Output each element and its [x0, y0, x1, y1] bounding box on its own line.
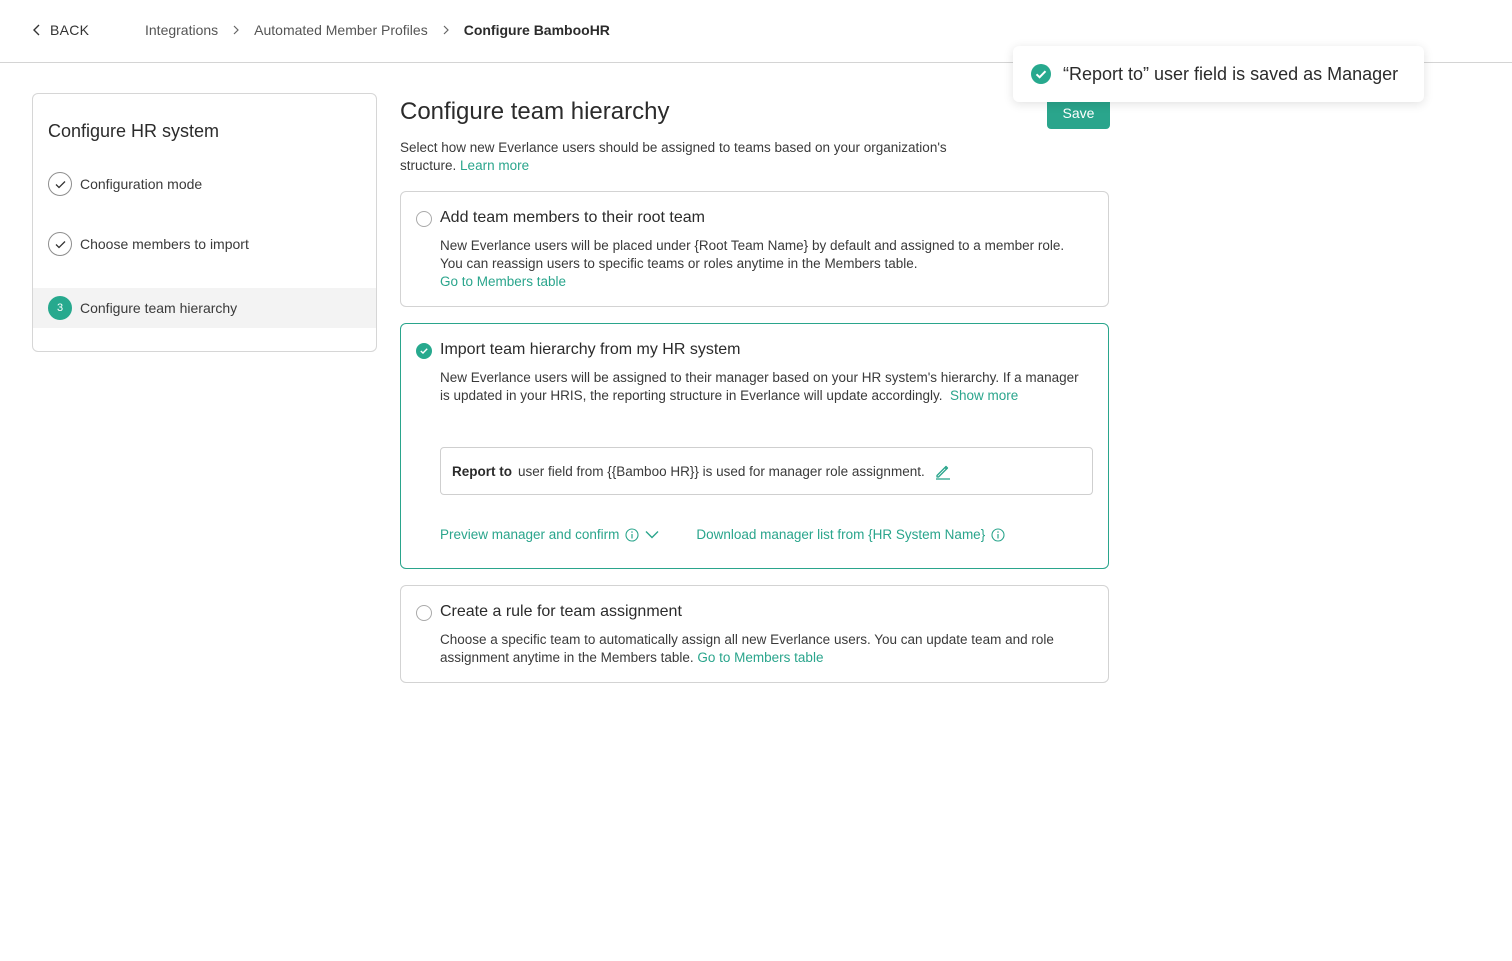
option-description: [440, 237, 1090, 291]
subtitle-text: Select how new Everlance users should be assigned to teams based on your organization's structure.: [400, 140, 947, 173]
go-to-members-link[interactable]: Go to Members table: [697, 650, 824, 665]
option-description-text: New Everlance users will be placed under {Root Team Name} by default and assigned to a member role. You can reassign users to specific teams or roles anytime in the Members table.: [440, 238, 1065, 271]
radio-team-rule[interactable]: [416, 605, 432, 621]
chevron-down-icon[interactable]: [645, 530, 659, 539]
hierarchy-actions: [440, 527, 1005, 542]
step-configure-team-hierarchy[interactable]: [33, 288, 376, 328]
preview-manager-button[interactable]: [440, 527, 659, 542]
step-number-badge: 3: [48, 296, 72, 320]
step-label: Configure team hierarchy: [80, 300, 238, 316]
pencil-icon[interactable]: [934, 462, 952, 480]
download-manager-list-button[interactable]: [696, 527, 1005, 542]
back-button[interactable]: [32, 22, 89, 38]
steps-sidebar: [32, 93, 377, 352]
option-description-text: Choose a specific team to automatically assign all new Everlance users. You can update team and role assignment anytime in the Members table.: [440, 632, 1054, 665]
preview-manager-label: Preview manager and confirm: [440, 527, 620, 542]
info-icon[interactable]: [625, 528, 639, 542]
save-button[interactable]: Save: [1047, 96, 1110, 129]
check-icon: [48, 232, 72, 256]
report-to-field-summary: [440, 447, 1093, 495]
page-subtitle: [400, 139, 1000, 175]
option-title: Add team members to their root team: [440, 209, 705, 226]
option-description: [440, 631, 1090, 667]
go-to-members-link[interactable]: Go to Members table: [440, 274, 567, 289]
step-configuration-mode[interactable]: [33, 164, 376, 204]
sidebar-title: Configure HR system: [48, 121, 220, 141]
radio-import-hierarchy[interactable]: [416, 343, 432, 359]
option-root-team[interactable]: [400, 191, 1109, 307]
info-icon[interactable]: [991, 528, 1005, 542]
field-name: Report to: [452, 463, 512, 479]
toast-message: “Report to” user field is saved as Manager: [1063, 63, 1399, 84]
option-description: [440, 369, 1090, 405]
option-import-hierarchy[interactable]: [400, 323, 1109, 569]
field-description: user field from {{Bamboo HR}} is used for manager role assignment.: [518, 463, 925, 479]
check-icon: [420, 348, 428, 354]
breadcrumb: [145, 22, 610, 38]
step-choose-members[interactable]: [33, 224, 376, 264]
breadcrumb-automated-member-profiles[interactable]: Automated Member Profiles: [254, 22, 428, 38]
check-circle-icon: [1031, 64, 1051, 84]
option-title: Create a rule for team assignment: [440, 603, 682, 620]
back-label: BACK: [50, 22, 90, 38]
breadcrumb-integrations[interactable]: Integrations: [145, 22, 219, 38]
show-more-link[interactable]: Show more: [950, 388, 1019, 403]
option-team-rule[interactable]: [400, 585, 1109, 683]
chevron-right-icon: [442, 25, 450, 35]
download-manager-label: Download manager list from {HR System Name}: [696, 527, 986, 542]
success-toast: [1013, 46, 1424, 102]
page-title: Configure team hierarchy: [400, 98, 670, 125]
check-icon: [48, 172, 72, 196]
breadcrumb-current: Configure BambooHR: [463, 22, 610, 38]
chevron-right-icon: [232, 25, 240, 35]
chevron-left-icon: [32, 24, 42, 36]
learn-more-link[interactable]: Learn more: [460, 158, 530, 173]
option-description-text: New Everlance users will be assigned to their manager based on your HR system's hierarchy. If a manager is updated in your HRIS, the reporting structure in Everlance will update accordingly.: [440, 370, 1079, 403]
step-label: Configuration mode: [80, 176, 203, 192]
option-title: Import team hierarchy from my HR system: [440, 341, 741, 358]
step-label: Choose members to import: [80, 236, 249, 252]
radio-root-team[interactable]: [416, 211, 432, 227]
